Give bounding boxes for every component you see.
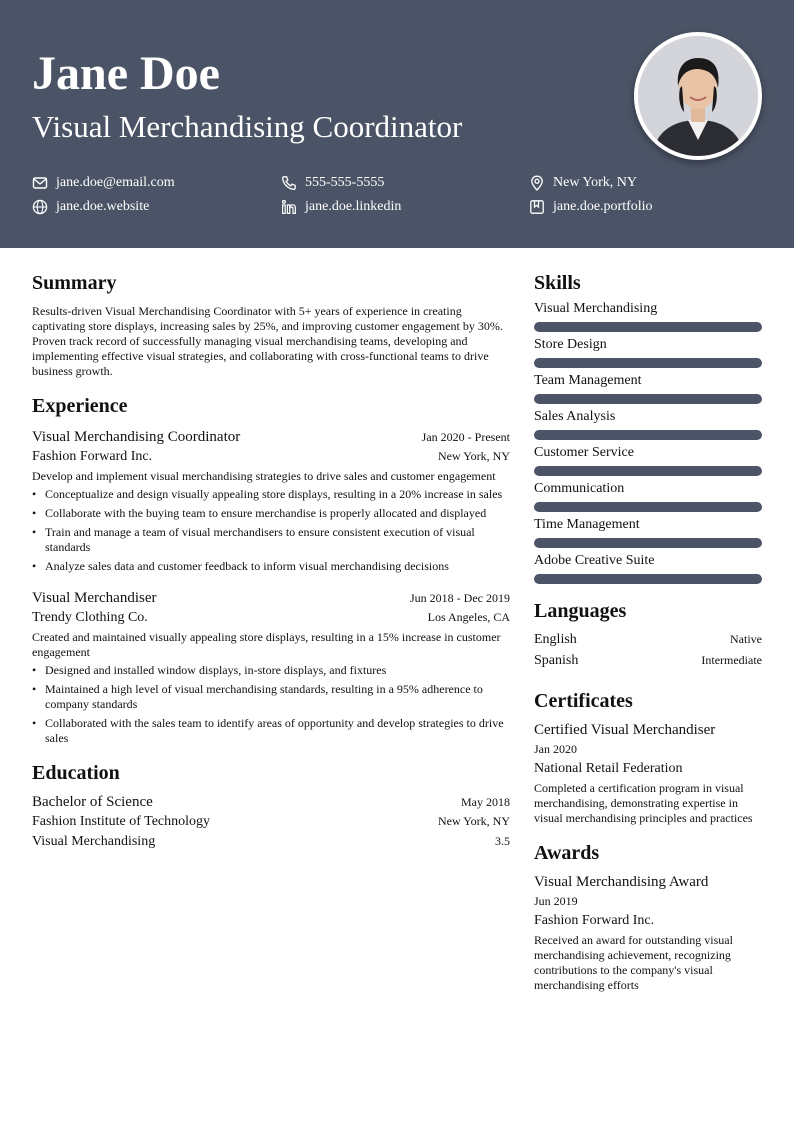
job-dates: Jan 2020 - Present (421, 430, 510, 444)
location-pin-icon (529, 175, 545, 191)
skill-level-bar (534, 538, 762, 548)
job-entry (32, 427, 510, 574)
contact-portfolio[interactable] (529, 198, 653, 216)
summary-section (32, 270, 510, 379)
main-column (32, 270, 510, 852)
skill-name: Customer Service (534, 445, 634, 460)
languages-section (534, 598, 762, 670)
skill-level-bar (534, 574, 762, 584)
job-location: Los Angeles, CA (427, 610, 510, 624)
job-title: Visual Merchandiser (32, 590, 157, 606)
skill-item (534, 300, 762, 332)
skill-level-bar (534, 358, 762, 368)
certificates-section (534, 688, 762, 826)
job-bullets (32, 487, 510, 574)
skill-name: Visual Merchandising (534, 301, 658, 316)
job-company: Fashion Forward Inc. (32, 449, 153, 464)
skill-name: Store Design (534, 337, 607, 352)
job-bullet: • Train and manage a team of visual merchandisers to ensure consistent execution of visual standards (32, 525, 510, 555)
job-company: Trendy Clothing Co. (32, 610, 148, 625)
skill-name: Team Management (534, 373, 642, 388)
portfolio-icon (529, 199, 545, 215)
award-issuer: Fashion Forward Inc. (534, 913, 655, 928)
award-date: Jun 2019 (534, 894, 578, 908)
job-bullets (32, 663, 510, 746)
contact-email-text: jane.doe@email.com (56, 175, 175, 190)
job-bullet: • Analyze sales data and customer feedback to inform visual merchandising decisions (32, 559, 510, 574)
skill-item (534, 480, 762, 512)
skill-item (534, 444, 762, 476)
job-dates: Jun 2018 - Dec 2019 (410, 591, 510, 605)
skill-level-bar (534, 502, 762, 512)
job-title: Visual Merchandising Coordinator (32, 429, 241, 445)
education-date: May 2018 (461, 795, 510, 809)
certificate-issuer: National Retail Federation (534, 761, 683, 776)
side-column (534, 270, 762, 993)
candidate-name: Jane Doe (32, 47, 220, 100)
job-bullet: • Collaborated with the sales team to identify areas of opportunity and develop strategies to drive sales (32, 716, 510, 746)
job-bullet: • Maintained a high level of visual merchandising standards, resulting in a 95% adherence to company standards (32, 682, 510, 712)
contact-email[interactable] (32, 174, 175, 192)
skills-section (534, 270, 762, 584)
award-name: Visual Merchandising Award (534, 874, 709, 890)
summary-heading: Summary (32, 272, 117, 294)
summary-text: Results-driven Visual Merchandising Coordinator with 5+ years of experience in creating captivating store displays, increasing sales by 25%, and improving customer engagement by 30%. Proven track record of successfully managing visual merchandising teams, developing and implementing effective visual strategies, and collaborating with cross-functional teams to drive business growth. (32, 304, 503, 378)
education-school: Fashion Institute of Technology (32, 814, 211, 829)
skill-name: Time Management (534, 517, 640, 532)
skill-item (534, 336, 762, 368)
globe-icon (32, 199, 48, 215)
mail-icon (32, 175, 48, 191)
contact-website-text: jane.doe.website (56, 199, 150, 214)
certificate-date: Jan 2020 (534, 742, 577, 756)
education-gpa: 3.5 (495, 834, 510, 848)
education-field: Visual Merchandising (32, 834, 156, 849)
job-bullet: • Collaborate with the buying team to ensure merchandise is properly allocated and displayed (32, 506, 510, 521)
contact-linkedin-text: jane.doe.linkedin (305, 199, 402, 214)
language-name: Spanish (534, 653, 579, 668)
awards-heading: Awards (534, 842, 600, 864)
skill-name: Communication (534, 481, 625, 496)
job-bullet: • Designed and installed window displays, in-store displays, and fixtures (32, 663, 510, 678)
language-item (534, 630, 762, 649)
education-location: New York, NY (437, 814, 510, 828)
skill-name: Sales Analysis (534, 409, 616, 424)
contact-website[interactable] (32, 198, 149, 216)
contact-portfolio-text: jane.doe.portfolio (553, 199, 653, 214)
awards-section (534, 840, 762, 993)
language-level: Intermediate (701, 653, 762, 667)
skill-name: Adobe Creative Suite (534, 553, 655, 568)
contact-location-text: New York, NY (553, 175, 638, 190)
award-description: Received an award for outstanding visual merchandising achievement, recognizing contributions to the company's visual merchandising efforts (534, 933, 733, 992)
languages-heading: Languages (534, 600, 627, 622)
skills-heading: Skills (534, 272, 581, 294)
skill-level-bar (534, 466, 762, 476)
language-item (534, 651, 762, 670)
skill-item (534, 372, 762, 404)
skill-level-bar (534, 322, 762, 332)
certificate-description: Completed a certification program in visual merchandising, demonstrating expertise in visual merchandising principles and practices (534, 781, 753, 825)
language-name: English (534, 632, 577, 647)
skill-item (534, 408, 762, 440)
experience-section (32, 393, 510, 746)
phone-icon (281, 175, 297, 191)
profile-photo (634, 32, 762, 160)
job-description: Created and maintained visually appealing store displays, resulting in a 15% increase in customer engagement (32, 630, 501, 659)
job-description: Develop and implement visual merchandising strategies to drive sales and customer engagement (32, 469, 496, 483)
contact-phone-text: 555-555-5555 (305, 175, 385, 190)
job-bullet: • Conceptualize and design visually appealing store displays, resulting in a 20% increase in sales (32, 487, 510, 502)
resume-header (0, 0, 794, 248)
certificate-name: Certified Visual Merchandiser (534, 722, 716, 738)
contact-location (529, 174, 637, 192)
certificates-heading: Certificates (534, 690, 633, 712)
skill-item (534, 516, 762, 548)
job-location: New York, NY (437, 449, 510, 463)
candidate-title: Visual Merchandising Coordinator (32, 109, 463, 144)
skill-item (534, 552, 762, 584)
education-degree: Bachelor of Science (32, 794, 153, 810)
education-heading: Education (32, 762, 120, 784)
education-section (32, 760, 510, 852)
skill-level-bar (534, 430, 762, 440)
skill-level-bar (534, 394, 762, 404)
contact-linkedin[interactable] (281, 198, 401, 216)
experience-heading: Experience (32, 395, 128, 417)
job-entry (32, 588, 510, 746)
profile-photo-illustration (638, 36, 758, 156)
contact-phone[interactable] (281, 174, 384, 192)
language-level: Native (730, 632, 762, 646)
linkedin-icon (281, 199, 297, 215)
